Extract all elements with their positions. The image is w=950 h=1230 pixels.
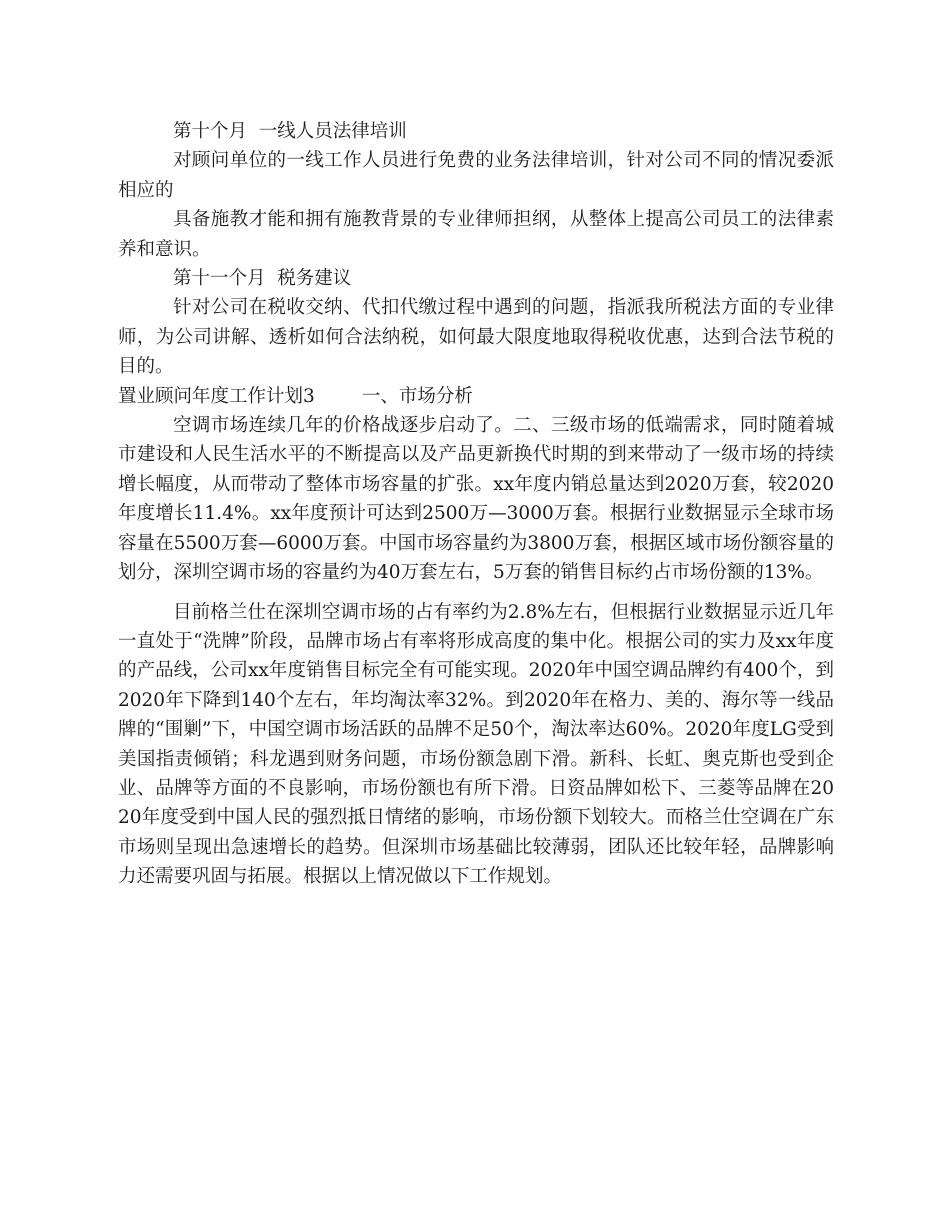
paragraph-month-10-b: 具备施教才能和拥有施教背景的专业律师担纲，从整体上提高公司员工的法律素养和意识。: [118, 209, 834, 260]
heading-month-11: 第十一个月 税务建议: [173, 268, 352, 290]
plan-3-title: 置业顾问年度工作计划3 一、市场分析: [118, 385, 473, 407]
paragraph-month-10-a: 对顾问单位的一线工作人员进行免费的业务法律培训，针对公司不同的情况委派相应的: [118, 150, 834, 201]
document-body: [118, 117, 834, 892]
heading-month-10: 第十个月 一线人员法律培训: [173, 121, 407, 142]
paragraph-gap: [118, 588, 834, 598]
paragraph-market-analysis: 空调市场连续几年的价格战逐步启动了。二、三级市场的低端需求，同时随着城市建设和人民生活水平的不断提高以及产品更新换代时期的到来带动了一级市场的持续增长幅度，从而带动了整体市场容量的扩张。xx年度内销总量达到2020万套，较2020年度增长11.4%。xx年度预计可达到2500万—3000万套。根据行业数据显示全球市场容量在5500万套—6000万套。中国市场容量约为3800万套，根据区域市场份额容量的划分，深圳空调市场的容量约为40万套左右，5万套的销售目标约占市场份额的13%。: [118, 415, 834, 584]
paragraph-brand-analysis: 目前格兰仕在深圳空调市场的占有率约为2.8%左右，但根据行业数据显示近几年一直处于“洗牌”阶段，品牌市场占有率将形成高度的集中化。根据公司的实力及xx年度的产品线，公司xx年度销售目标完全有可能实现。2020年中国空调品牌约有400个，到2020年下降到140个左右，年均淘汰率32%。到2020年在格力、美的、海尔等一线品牌的“围剿”下，中国空调市场活跃的品牌不足50个，淘汰率达60%。2020年度LG受到美国指责倾销；科龙遇到财务问题，市场份额急剧下滑。新科、长虹、奥克斯也受到企业、品牌等方面的不良影响，市场份额也有所下滑。日资品牌如松下、三菱等品牌在2020年度受到中国人民的强烈抵日情绪的影响，市场份额下划较大。而格兰仕空调在广东市场则呈现出急速增长的趋势。但深圳市场基础比较薄弱，团队还比较年轻，品牌影响力还需要巩固与拓展。根据以上情况做以下工作规划。: [118, 601, 834, 888]
paragraph-month-11: 针对公司在税收交纳、代扣代缴过程中遇到的问题，指派我所税法方面的专业律师，为公司讲解、透析如何合法纳税，如何最大限度地取得税收优惠，达到合法节税的目的。: [118, 297, 834, 378]
